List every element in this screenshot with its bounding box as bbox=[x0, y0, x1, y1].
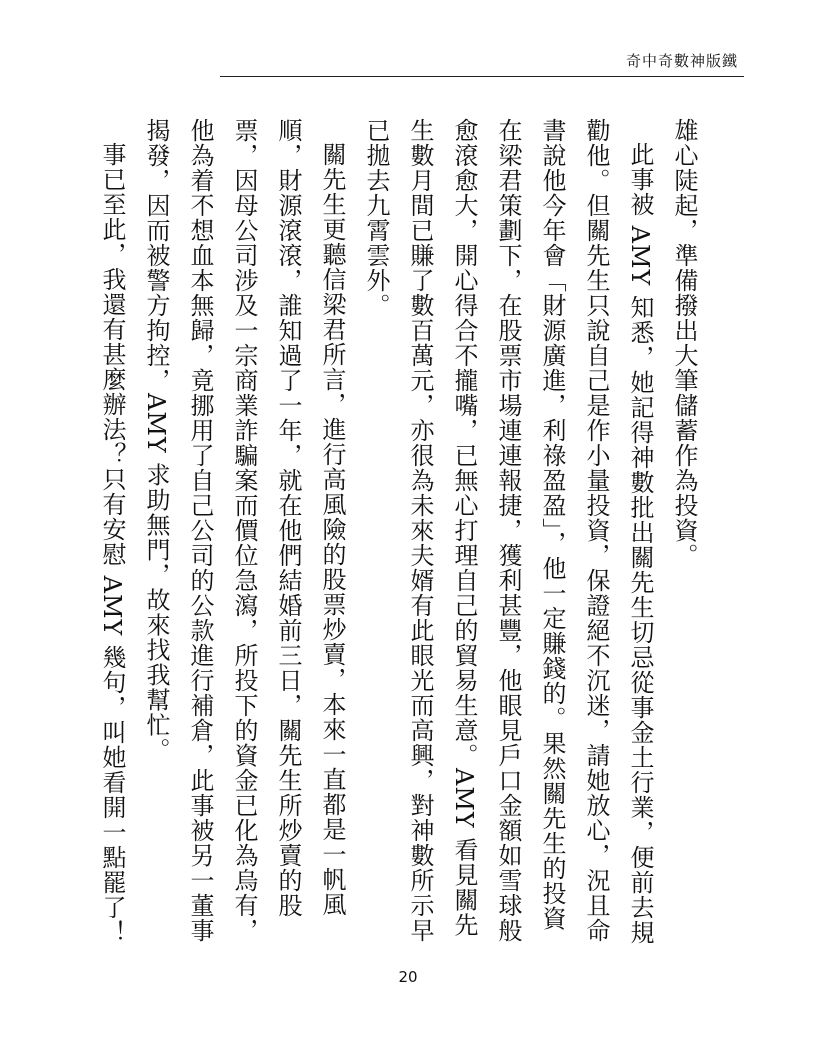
paragraph-3: 關先生更聽信梁君所言，進行高風險的股票炒賣，本來一直都是一帆風順，財源滾滾，誰知過了一年，就在他們結婚前三日，關先生所炒賣的股票，因母公司涉及一宗商業詐騙案而價位急瀉，所投下的資金已化為烏有，他為着不想血本無歸，竟挪用了自己公司的公款進行補倉，此事被另一董事揭發，因而被警方拘控，AMY 求助無門，故來找我幫忙。 bbox=[142, 118, 346, 943]
paragraph-2: 此事被 AMY 知悉，她記得神數批出關先生切忌從事金土行業，便前去規勸他。但關先生只說自己是作小量投資，保證絕不沉迷，請她放心，況且命書說他今年會「財源廣進，利祿盈盈」，他一定賺錢的。果然關先生的投資在梁君策劃下，在股票市場連連報捷，獲利甚豐，他眼見戶口金額如雪球般愈滾愈大，開心得合不攏嘴，已無心打理自己的貿易生意。AMY 看見關先生數月間已賺了數百萬元，亦很為未來夫婿有此眼光而高興，對神數所示早已拋去九霄雲外。 bbox=[362, 118, 654, 946]
paragraph-4: 事已至此，我還有甚麼辦法？只有安慰 AMY 幾句，叫她看開一點罷了！ bbox=[98, 142, 126, 946]
running-header-title: 奇中奇數神版鐵 bbox=[625, 52, 738, 70]
vertical-body-text bbox=[98, 118, 706, 948]
paragraph-1: 雄心陡起，準備撥出大筆儲蓄作為投資。 bbox=[670, 118, 698, 568]
header-rule bbox=[220, 76, 744, 77]
page-number: 20 bbox=[398, 968, 418, 986]
